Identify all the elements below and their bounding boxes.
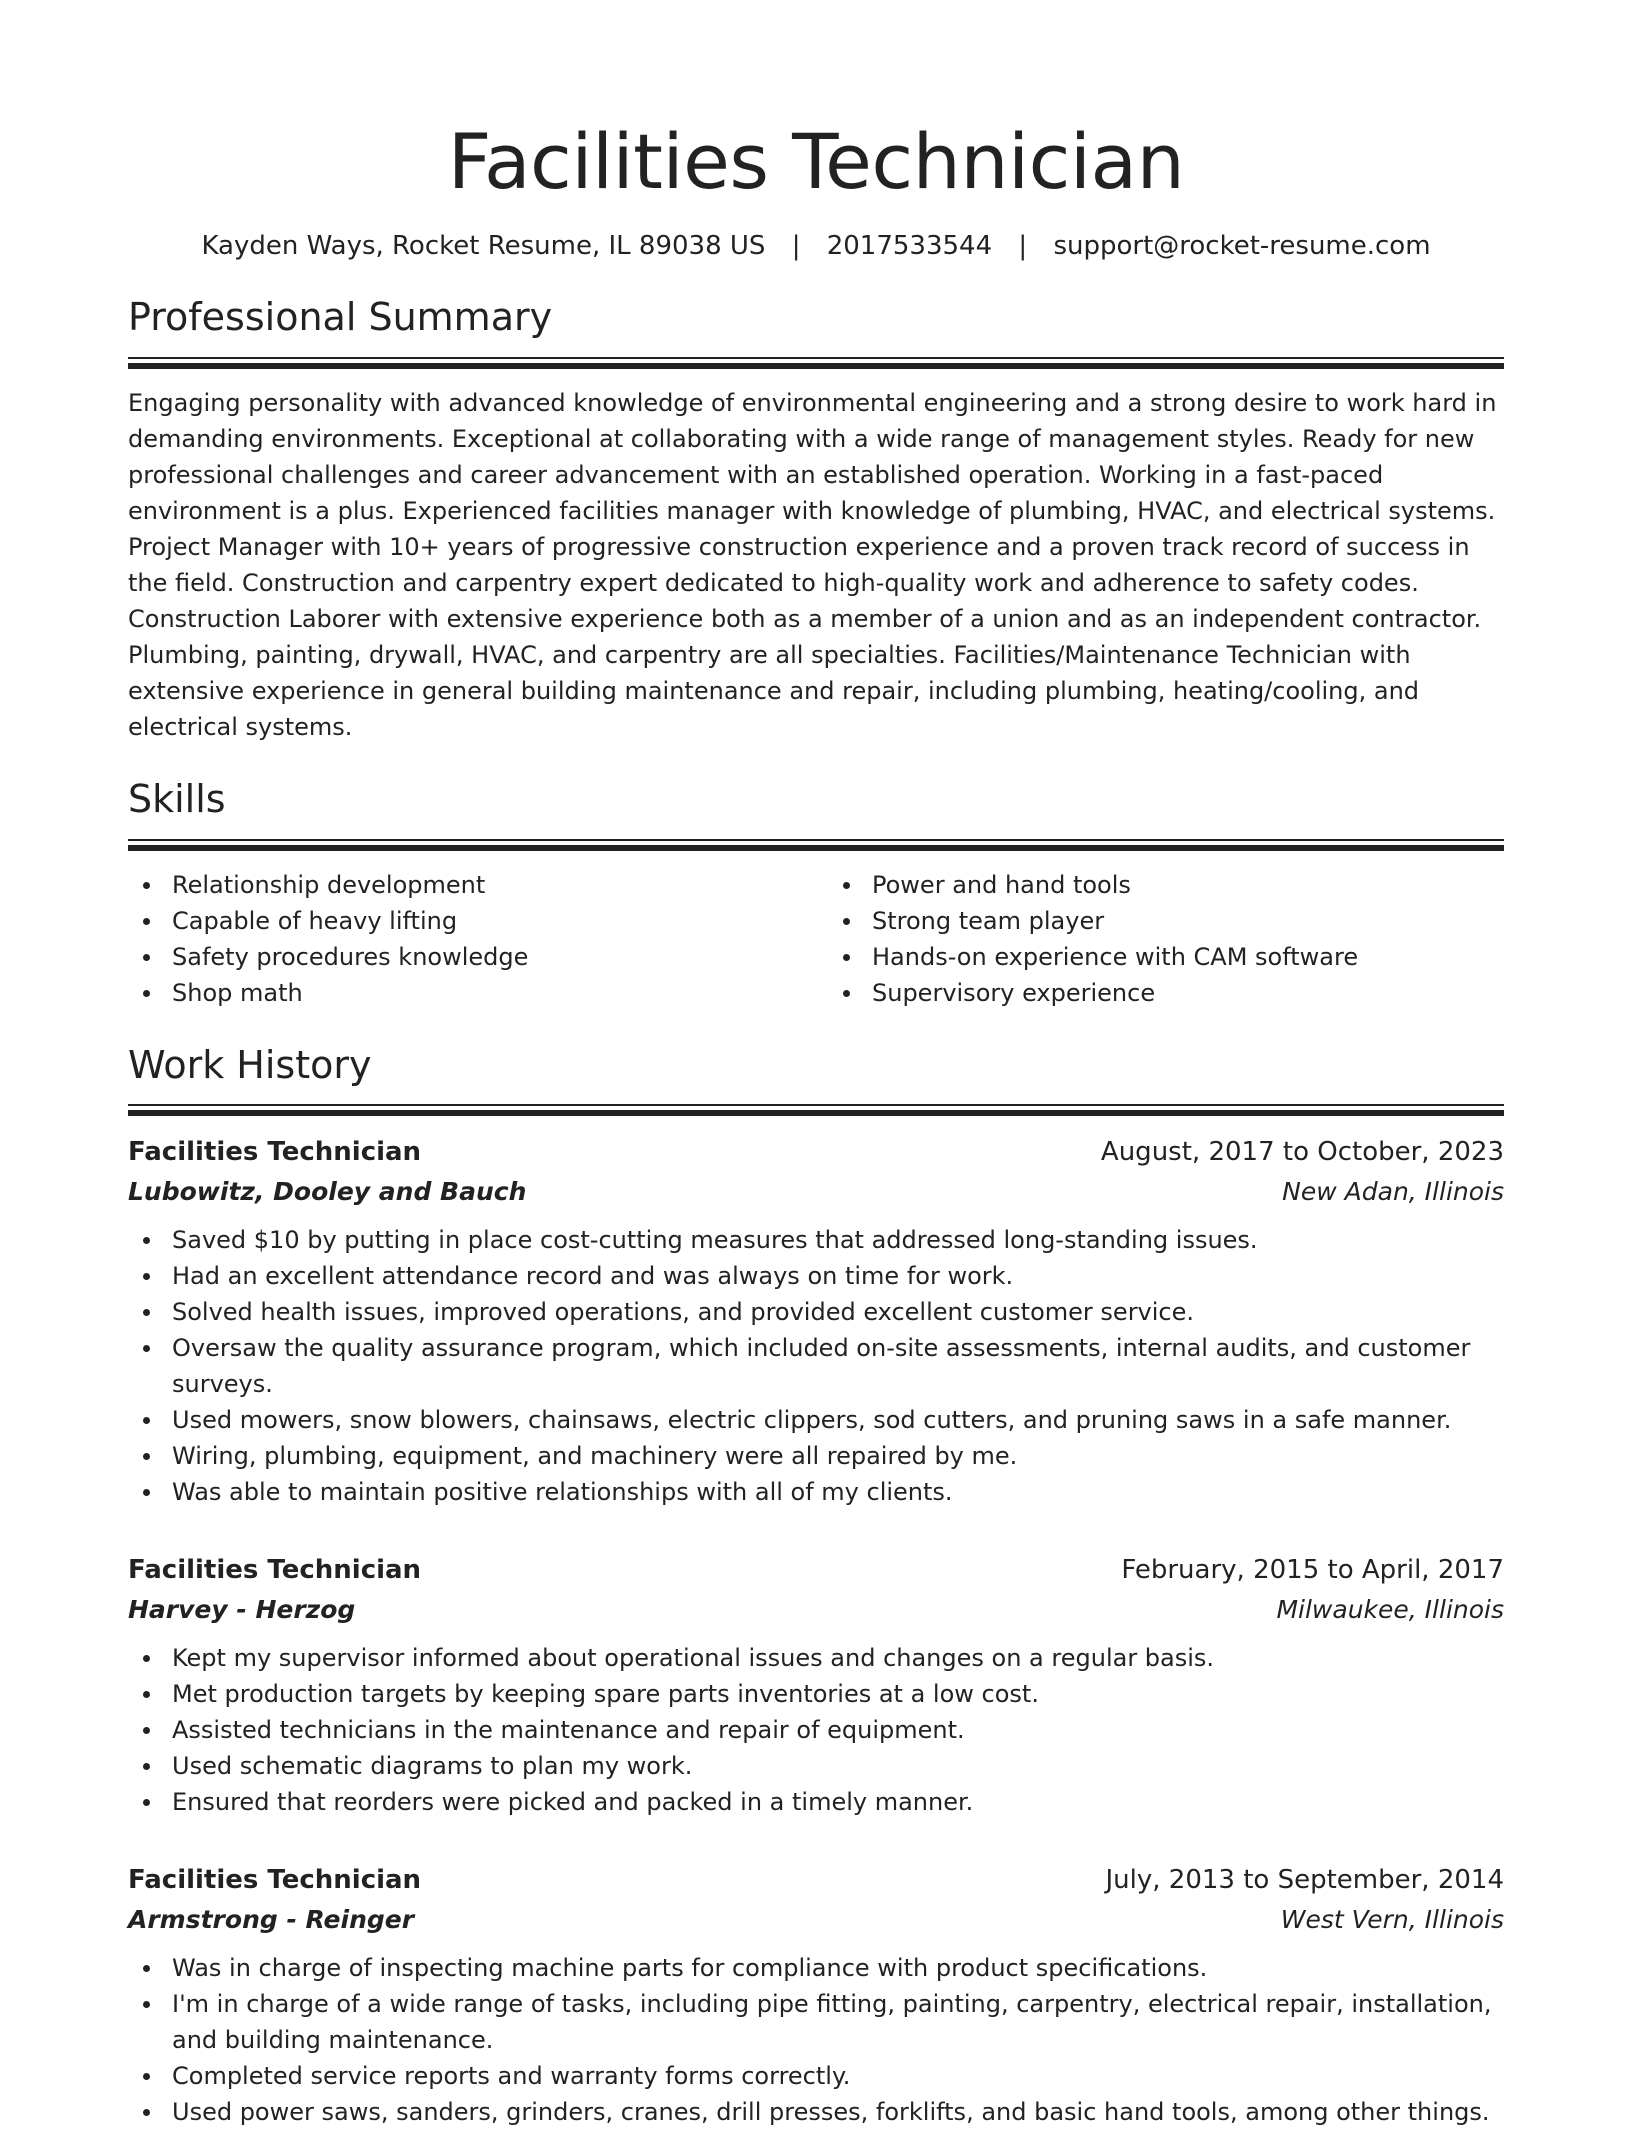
skill-item: Relationship development (128, 867, 804, 903)
work-history-section (128, 1043, 1504, 2130)
section-rule-thin (128, 1104, 1504, 1106)
job-header-row (128, 1132, 1504, 1172)
contact-separator: | (791, 230, 801, 261)
job-bullet: I'm in charge of a wide range of tasks, including pipe fitting, painting, carpentry, electrical repair, installation, and building maintenance. (128, 1986, 1504, 2058)
skill-item: Strong team player (828, 903, 1504, 939)
skills-list (128, 867, 1504, 1011)
job-entry (128, 1132, 1504, 1510)
job-entry (128, 1550, 1504, 1820)
job-title: Facilities Technician (128, 1865, 422, 1896)
contact-line (128, 230, 1504, 264)
job-header-row (128, 1860, 1504, 1900)
section-heading-summary: Professional Summary (128, 295, 553, 340)
skill-item: Safety procedures knowledge (128, 939, 804, 975)
job-dates: July, 2013 to September, 2014 (1105, 1865, 1504, 1896)
job-bullet: Wiring, plumbing, equipment, and machinery were all repaired by me. (128, 1438, 1504, 1474)
skill-item: Hands-on experience with CAM software (828, 939, 1504, 975)
job-dates: February, 2015 to April, 2017 (1121, 1555, 1504, 1586)
job-bullet-list (128, 1222, 1504, 1510)
skill-item: Capable of heavy lifting (128, 903, 804, 939)
section-heading-work-history: Work History (128, 1042, 372, 1087)
job-bullet: Oversaw the quality assurance program, which included on-site assessments, internal audits, and customer surveys. (128, 1330, 1504, 1402)
job-header-row (128, 1550, 1504, 1590)
resume-title: Facilities Technician (447, 117, 1185, 206)
job-bullet-list (128, 1640, 1504, 1820)
skills-section (128, 777, 1504, 1011)
job-company: Armstrong - Reinger (128, 1905, 415, 1935)
job-dates: August, 2017 to October, 2023 (1100, 1137, 1504, 1168)
skill-item: Shop math (128, 975, 804, 1011)
section-heading-skills: Skills (128, 776, 226, 821)
job-bullet: Was in charge of inspecting machine parts for compliance with product specifications. (128, 1950, 1504, 1986)
contact-email: support@rocket-resume.com (1053, 230, 1431, 261)
section-rule-thick (128, 363, 1504, 369)
job-bullet: Used schematic diagrams to plan my work. (128, 1748, 1504, 1784)
job-title: Facilities Technician (128, 1555, 422, 1586)
job-title: Facilities Technician (128, 1137, 422, 1168)
skill-item: Supervisory experience (828, 975, 1504, 1011)
job-bullet: Was able to maintain positive relationships with all of my clients. (128, 1474, 1504, 1510)
section-rule-thin (128, 839, 1504, 841)
section-rule-thin (128, 357, 1504, 359)
job-company-row (128, 1590, 1504, 1630)
skill-item: Power and hand tools (828, 867, 1504, 903)
job-company: Lubowitz, Dooley and Bauch (128, 1177, 527, 1207)
job-bullet: Had an excellent attendance record and was always on time for work. (128, 1258, 1504, 1294)
job-bullet: Met production targets by keeping spare parts inventories at a low cost. (128, 1676, 1504, 1712)
job-company-row (128, 1172, 1504, 1212)
job-location: West Vern, Illinois (1280, 1905, 1504, 1935)
section-rule-thick (128, 845, 1504, 851)
job-company-row (128, 1900, 1504, 1940)
job-location: New Adan, Illinois (1282, 1177, 1504, 1207)
contact-phone: 2017533544 (826, 230, 993, 261)
job-entry (128, 1860, 1504, 2130)
job-bullet: Saved $10 by putting in place cost-cutting measures that addressed long-standing issues. (128, 1222, 1504, 1258)
job-bullet: Completed service reports and warranty forms correctly. (128, 2058, 1504, 2094)
job-bullet: Solved health issues, improved operations, and provided excellent customer service. (128, 1294, 1504, 1330)
job-bullet: Used mowers, snow blowers, chainsaws, electric clippers, sod cutters, and pruning saws in a safe manner. (128, 1402, 1504, 1438)
contact-address: Kayden Ways, Rocket Resume, IL 89038 US (201, 230, 766, 261)
summary-section (128, 295, 1504, 745)
job-bullet: Kept my supervisor informed about operational issues and changes on a regular basis. (128, 1640, 1504, 1676)
job-location: Milwaukee, Illinois (1276, 1595, 1504, 1625)
job-bullet-list (128, 1950, 1504, 2130)
summary-text: Engaging personality with advanced knowledge of environmental engineering and a strong desire to work hard in demanding environments. Exceptional at collaborating with a wide range of management styles. Ready for new professional challenges and career advancement with an established operation. Working in a fast-paced environment is a plus. Experienced facilities manager with knowledge of plumbing, HVAC, and electrical systems. Project Manager with 10+ years of progressive construction experience and a proven track record of success in the field. Construction and carpentry expert dedicated to high-quality work and adherence to safety codes. Construction Laborer with extensive experience both as a member of a union and as an independent contractor. Plumbing, painting, drywall, HVAC, and carpentry are all specialties. Facilities/Maintenance Technician with extensive experience in general building maintenance and repair, including plumbing, heating/cooling, and electrical systems. (128, 388, 1497, 741)
contact-separator: | (1018, 230, 1028, 261)
job-bullet: Used power saws, sanders, grinders, cranes, drill presses, forklifts, and basic hand tools, among other things. (128, 2094, 1504, 2130)
job-bullet: Assisted technicians in the maintenance and repair of equipment. (128, 1712, 1504, 1748)
job-bullet: Ensured that reorders were picked and packed in a timely manner. (128, 1784, 1504, 1820)
job-company: Harvey - Herzog (128, 1595, 356, 1625)
section-rule-thick (128, 1110, 1504, 1116)
